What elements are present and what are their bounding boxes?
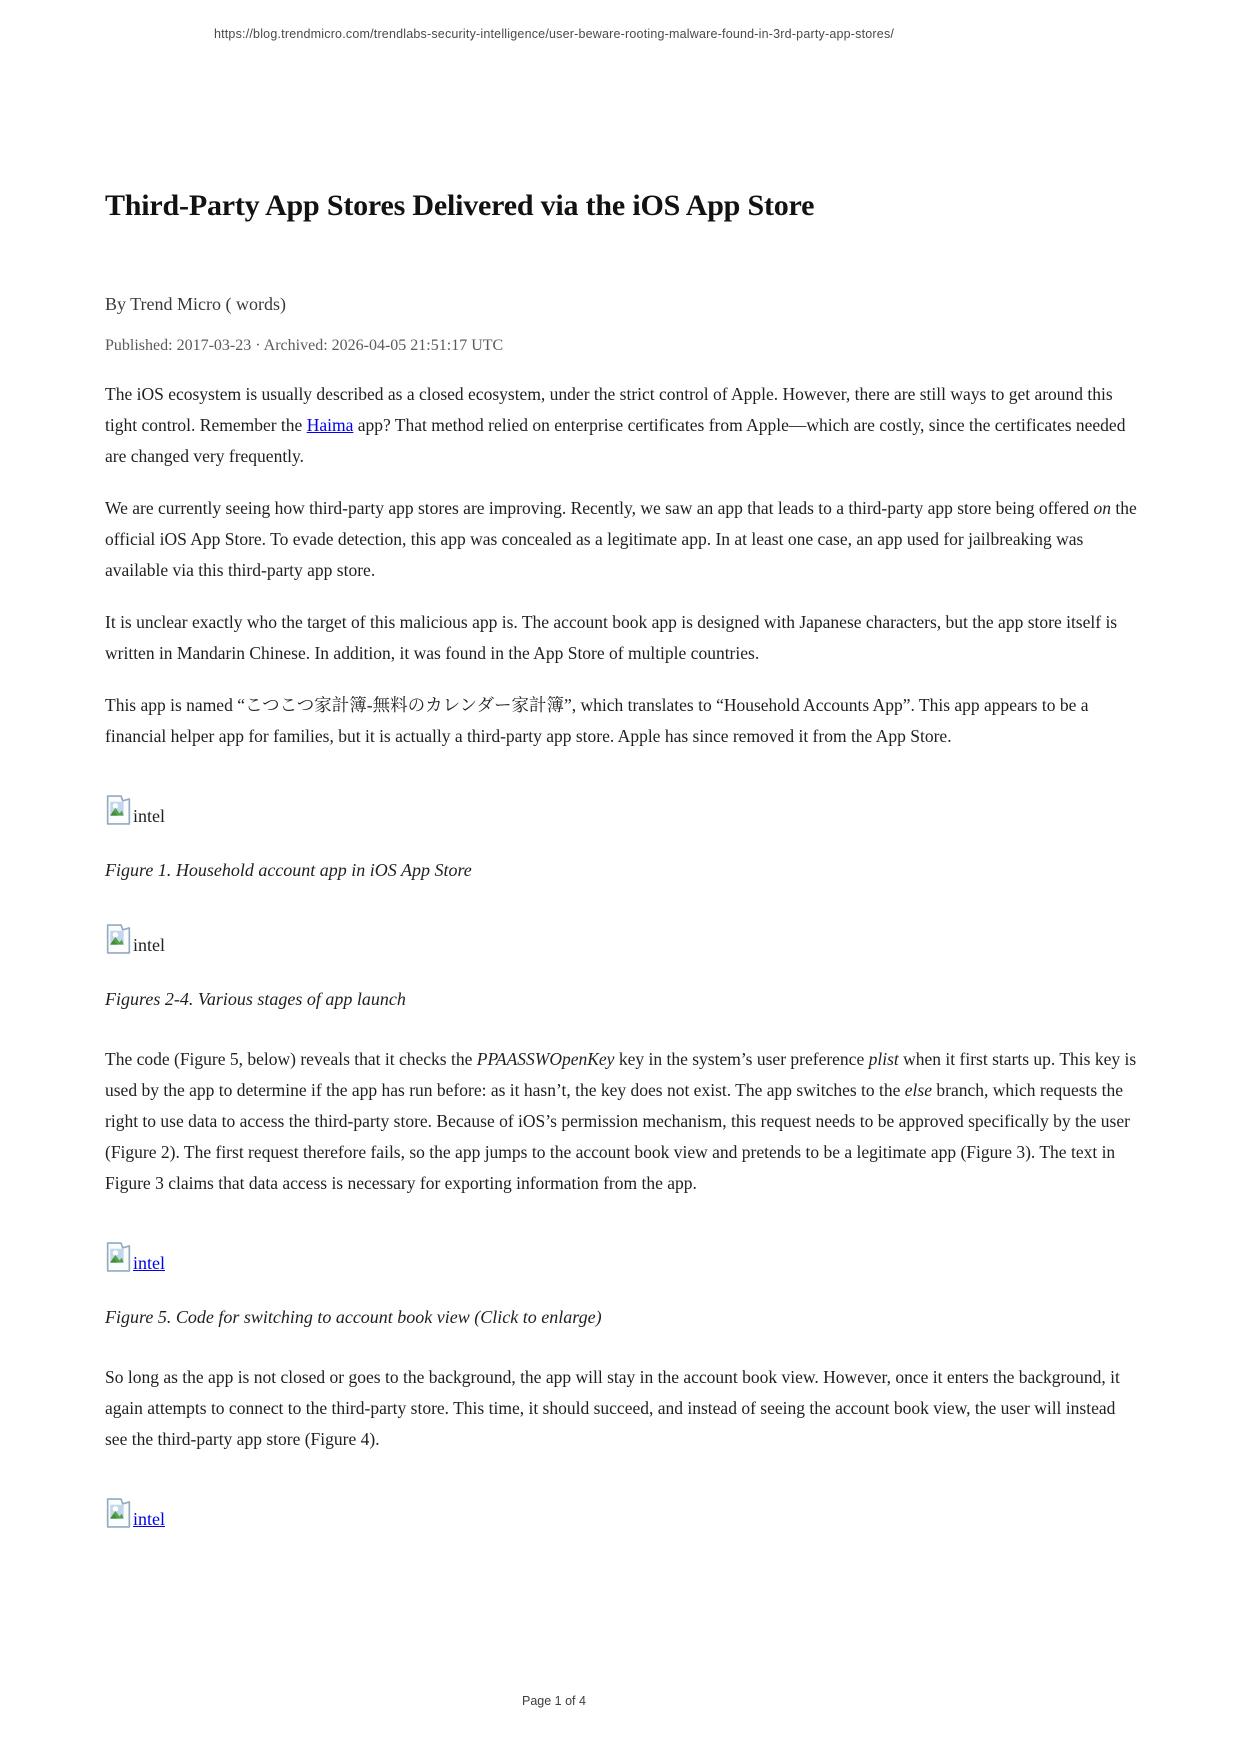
image-alt-link[interactable]: intel	[133, 1253, 165, 1273]
image-alt-text: intel	[133, 806, 165, 826]
emphasized-text: on	[1093, 498, 1111, 518]
paragraph-1: The iOS ecosystem is usually described as a closed ecosystem, under the strict control of Apple. However, there are still ways to get around this tight control. Remember the Haima app? That method relied on enterprise certificates from Apple—which are costly, since the certificates needed are changed very frequently.	[105, 384, 1126, 466]
article	[105, 0, 1140, 1563]
broken-image-figure-store	[105, 1497, 1140, 1529]
paragraph-6: So long as the app is not closed or goes to the background, the app will stay in the account book view. However, once it enters the background, it again attempts to connect to the third-party store. This time, it should succeed, and instead of seeing the account book view, the user will instead see the third-party app store (Figure 4).	[105, 1367, 1120, 1449]
emphasized-text: plist	[868, 1049, 899, 1069]
figure-5-caption: Figure 5. Code for switching to account book view (Click to enlarge)	[105, 1307, 602, 1327]
paragraph-2: We are currently seeing how third-party app stores are improving. Recently, we saw an app that leads to a third-party app store being offered on the official iOS App Store. To evade detection, this app was concealed as a legitimate app. In at least one case, an app used for jailbreaking was available via this third-party app store.	[105, 498, 1137, 580]
page-number: Page 1 of 4	[522, 1694, 586, 1708]
article-title: Third-Party App Stores Delivered via the iOS App Store	[105, 189, 815, 222]
figures-2-4-caption: Figures 2-4. Various stages of app launch	[105, 989, 406, 1009]
inline-link[interactable]: Haima	[306, 415, 354, 435]
article-byline: By Trend Micro ( words)	[105, 294, 287, 314]
broken-image-figure-1	[105, 794, 1140, 826]
broken-image-icon	[105, 1497, 132, 1529]
article-published-line: Published: 2017-03-23 · Archived: 2026-04-05 21:51:17 UTC	[105, 337, 504, 354]
broken-image-icon	[105, 794, 132, 826]
emphasized-text: else	[904, 1080, 932, 1100]
figure-1-caption: Figure 1. Household account app in iOS App Store	[105, 860, 472, 880]
image-alt-link[interactable]: intel	[133, 1509, 165, 1529]
page-url-header: https://blog.trendmicro.com/trendlabs-security-intelligence/user-beware-rooting-malware-found-in-3rd-party-app-stores/	[213, 27, 895, 41]
broken-image-icon	[105, 1241, 132, 1273]
broken-image-icon	[105, 923, 132, 955]
paragraph-4: This app is named “こつこつ家計簿-無料のカレンダー家計簿”, which translates to “Household Accounts App”. This app appears to be a financial helper app for families, but it is actually a third-party app store. Apple has since removed it from the App Store.	[105, 695, 1089, 746]
paragraph-3: It is unclear exactly who the target of this malicious app is. The account book app is designed with Japanese characters, but the app store itself is written in Mandarin Chinese. In addition, it was found in the App Store of multiple countries.	[105, 612, 1118, 663]
emphasized-text: PPAASSWOpenKey	[476, 1049, 615, 1069]
broken-image-figure-5	[105, 1241, 1140, 1273]
broken-image-figure-2	[105, 923, 1140, 955]
paragraph-5: The code (Figure 5, below) reveals that it checks the PPAASSWOpenKey key in the system’s user preference plist when it first starts up. This key is used by the app to determine if the app has run before: as it hasn’t, the key does not exist. The app switches to the else branch, which requests the right to use data to access the third-party store. Because of iOS’s permission mechanism, this request needs to be approved specifically by the user (Figure 2). The first request therefore fails, so the app jumps to the account book view and pretends to be a legitimate app (Figure 3). The text in Figure 3 claims that data access is necessary for exporting information from the app.	[105, 1049, 1137, 1193]
image-alt-text: intel	[133, 935, 165, 955]
